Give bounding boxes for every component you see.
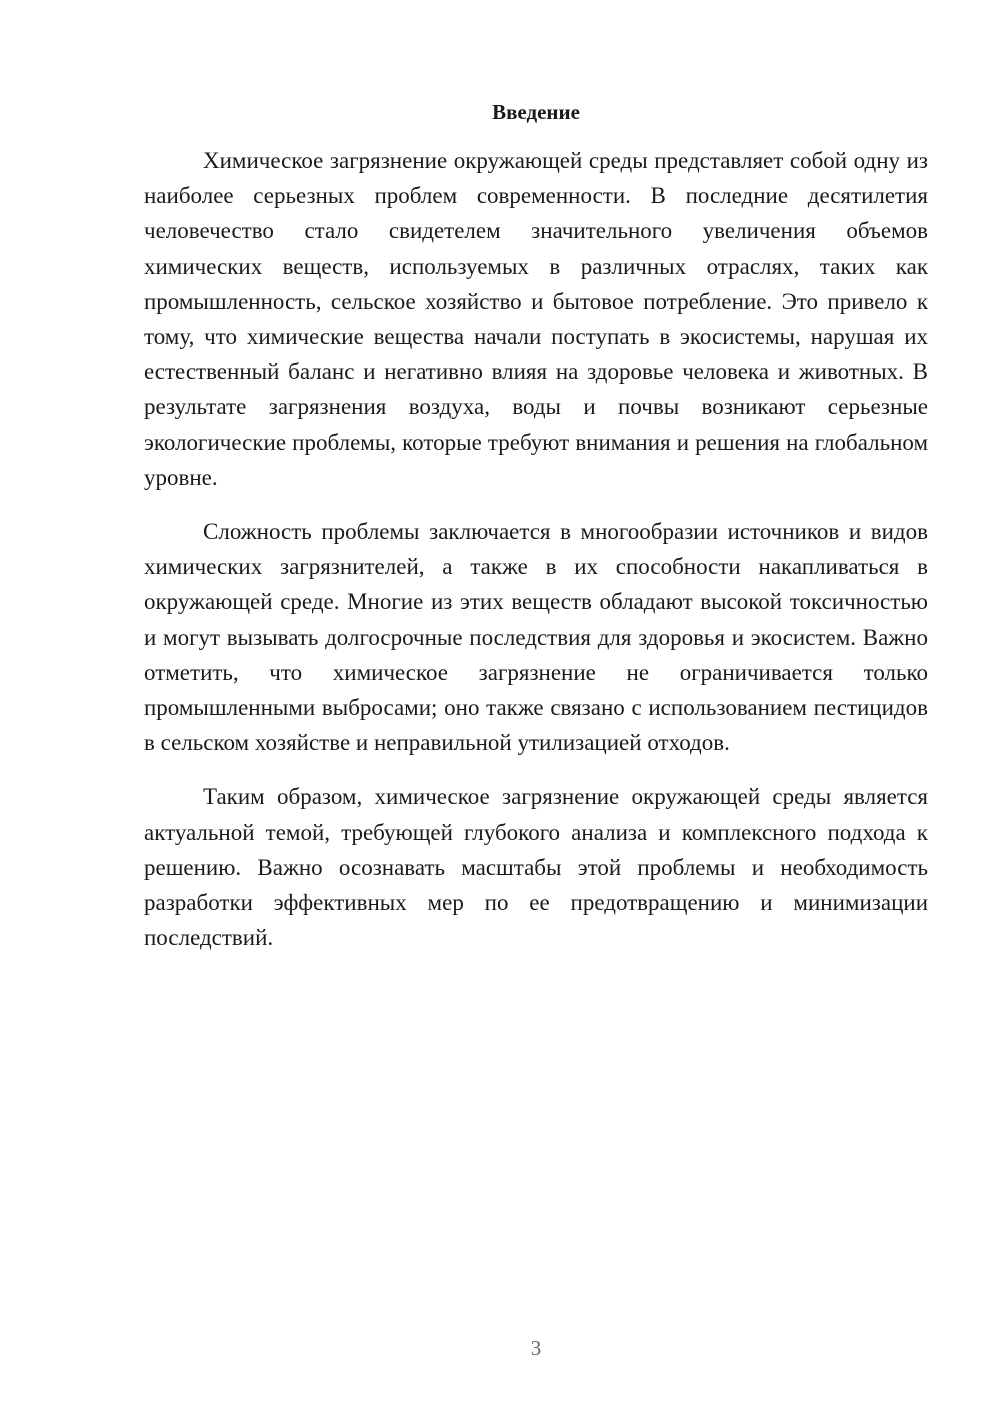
paragraph-2: Сложность проблемы заключается в многообразии источников и видов химических загрязнителей, а также в их способности накапливаться в окружающей среде. Многие из этих веществ обладают высокой токсичностью и могут вызывать долгосрочные последствия для здоровья и экосистем. Важно отметить, что химическое загрязнение не ограничивается только промышленными выбросами; оно также связано с использованием пестицидов в сельском хозяйстве и неправильной утилизацией отходов. <box>144 519 928 756</box>
body-text <box>144 143 928 955</box>
section-heading: Введение <box>492 100 580 124</box>
paragraph-3: Таким образом, химическое загрязнение окружающей среды является актуальной темой, требующей глубокого анализа и комплексного подхода к решению. Важно осознавать масштабы этой проблемы и необходимость разработки эффективных мер по ее предотвращению и минимизации последствий. <box>144 784 928 951</box>
page-number: 3 <box>530 1336 542 1360</box>
paragraph-1: Химическое загрязнение окружающей среды представляет собой одну из наиболее серьезных проблем современности. В последние десятилетия человечество стало свидетелем значительного увеличения объемов химических веществ, используемых в различных отраслях, таких как промышленность, сельское хозяйство и бытовое потребление. Это привело к тому, что химические вещества начали поступать в экосистемы, нарушая их естественный баланс и негативно влияя на здоровье человека и животных. В результате загрязнения воздуха, воды и почвы возникают серьезные экологические проблемы, которые требуют внимания и решения на глобальном уровне. <box>144 148 928 490</box>
